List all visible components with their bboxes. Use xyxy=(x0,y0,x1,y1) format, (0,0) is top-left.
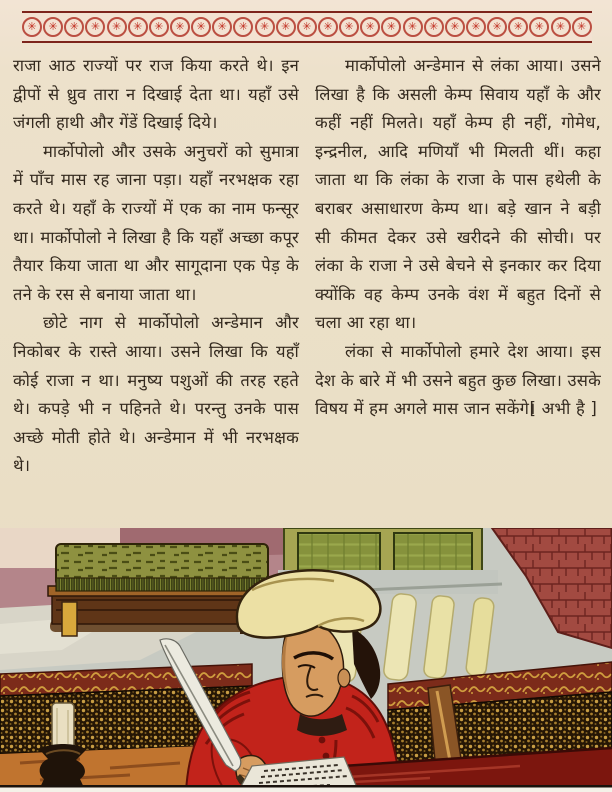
paragraph: मार्कोपोलो अन्डेमान से लंका आया। उसने लिखा है कि असली केम्प सिवाय यहाँ के और कहीं नहीं मिलते। यहाँ केम्प ही नहीं, गोमेध, इन्द्रनील, आदि मणियाँ भी मिलती थीं। कहा जाता था कि लंका के राजा के पास हथेली के बराबर असाधारण केम्प था। बड़े खान ने बड़ी सी कीमत देकर उसे खरीदने की सोची। पर लंका के राजा ने उसे बेचने से इनकार कर दिया क्योंकि वह केम्प उनके वंश में बहुत दिनों से चला आ रहा था। xyxy=(315,56,601,333)
rosette-icon: ✳ xyxy=(255,17,275,37)
illustration-canvas xyxy=(0,528,612,792)
illustration-marco-polo-writing xyxy=(0,528,612,792)
ear xyxy=(338,669,350,687)
candle xyxy=(52,703,74,751)
rosette-icon: ✳ xyxy=(466,17,486,37)
rosette-icon: ✳ xyxy=(508,17,528,37)
rosette-icon: ✳ xyxy=(233,17,253,37)
paragraph: लंका से मार्कोपोलो हमारे देश आया। इस देश के बारे में भी उसने बहुत कुछ लिखा। उसके विषय में हम अगले मास जान सकेंगे। xyxy=(315,341,601,419)
rosette-icon: ✳ xyxy=(360,17,380,37)
rosette-icon: ✳ xyxy=(572,17,592,37)
continued-marker: [ अभी है ] xyxy=(529,399,597,419)
rosette-icon: ✳ xyxy=(551,17,571,37)
cushion-fringe xyxy=(56,578,268,591)
rosette-icon: ✳ xyxy=(149,17,169,37)
rosette-icon: ✳ xyxy=(64,17,84,37)
rosette-icon: ✳ xyxy=(170,17,190,37)
rosette-icon: ✳ xyxy=(128,17,148,37)
ornament-border xyxy=(22,11,592,43)
rosette-icon: ✳ xyxy=(22,17,42,37)
rosette-icon: ✳ xyxy=(529,17,549,37)
rosette-icon: ✳ xyxy=(424,17,444,37)
rosette-icon: ✳ xyxy=(212,17,232,37)
paragraph: राजा आठ राज्यों पर राज किया करते थे। इन द्वीपों से ध्रुव तारा न दिखाई देता था। यहाँ उसे जंगली हाथी और गेंडें दिखाई दिये। xyxy=(13,56,299,133)
rosette-icon: ✳ xyxy=(297,17,317,37)
rosette-icon: ✳ xyxy=(43,17,63,37)
rosette-icon: ✳ xyxy=(403,17,423,37)
left-column xyxy=(13,52,299,530)
bench-leg xyxy=(62,602,77,636)
rosette-icon: ✳ xyxy=(107,17,127,37)
rosette-icon: ✳ xyxy=(85,17,105,37)
article-text xyxy=(13,52,601,530)
rosette-icon: ✳ xyxy=(445,17,465,37)
rosette-icon: ✳ xyxy=(381,17,401,37)
rosette-icon: ✳ xyxy=(191,17,211,37)
right-column xyxy=(315,52,601,530)
rosette-icon: ✳ xyxy=(487,17,507,37)
rosette-icon: ✳ xyxy=(339,17,359,37)
paragraph: छोटे नाग से मार्कोपोलो अन्डेमान और निकोबर के रास्ते आया। उसने लिखा कि यहाँ कोई राजा न था। मनुष्य पशुओं की तरह रहते थे। कपड़े भी न पहिनते थे। परन्तु उनके पास अच्छे मोती होते थे। अन्डेमान में भी नरभक्षक थे। xyxy=(13,313,299,476)
rosette-icon: ✳ xyxy=(276,17,296,37)
paragraph: मार्कोपोलो और उसके अनुचरों को सुमात्रा में पाँच मास रह जाना पड़ा। यहाँ नरभक्षक रहा करते थे। यहाँ के राज्यों में एक का नाम फन्सूर था। मार्कोपोलो ने लिखा है कि यहाँ अच्छा कपूर तैयार किया जाता था और सागूदाना एक पेड़ के तने के रस से बनाया जाता था। xyxy=(13,141,299,304)
rosette-icon: ✳ xyxy=(318,17,338,37)
